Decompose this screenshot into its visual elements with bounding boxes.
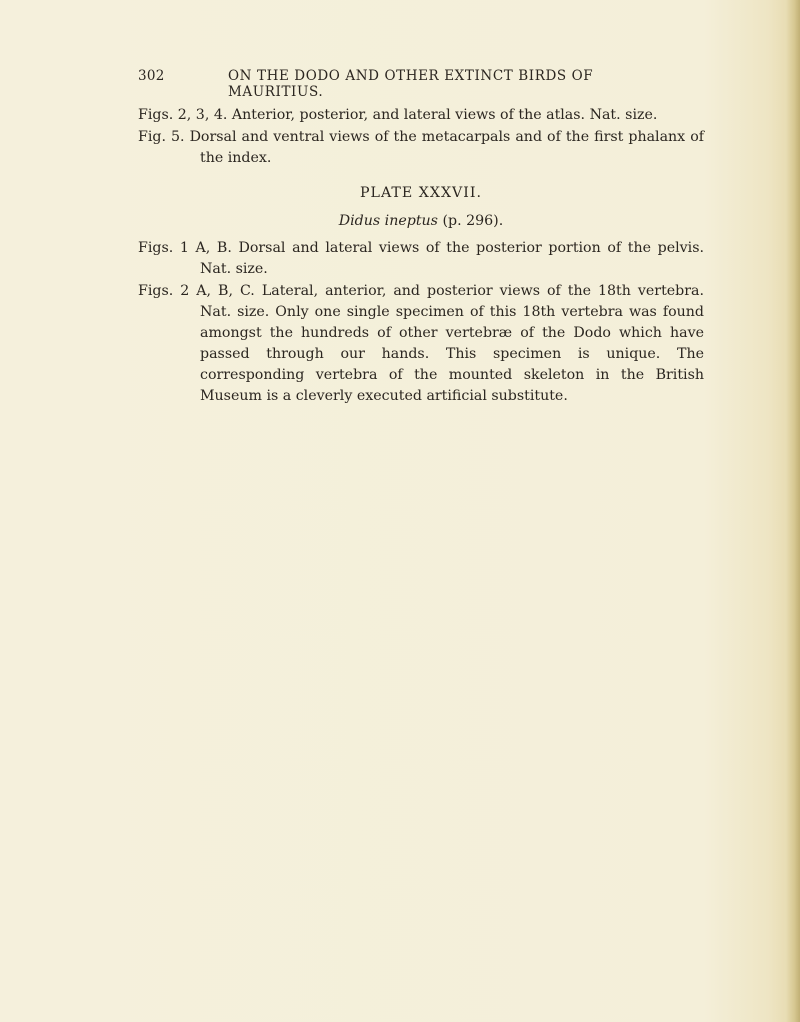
running-title: ON THE DODO AND OTHER EXTINCT BIRDS OF MAURITIUS.	[228, 68, 594, 100]
caption-text: Anterior, posterior, and lateral views of the atlas. Nat. size.	[231, 107, 658, 123]
caption-entry	[138, 105, 704, 126]
species-name: Didus ineptus	[338, 213, 438, 229]
running-head	[138, 68, 658, 100]
caption-entry	[138, 281, 704, 407]
page-number: 302	[138, 68, 165, 84]
figure-letters: A, B.	[195, 240, 232, 256]
species-page-ref: (p. 296).	[442, 213, 504, 229]
previous-plate-captions	[138, 105, 704, 170]
figure-label: Figs. 2, 3, 4.	[138, 107, 228, 123]
caption-text: Dorsal and lateral views of the posterior portion of the pelvis. Nat. size.	[200, 240, 704, 277]
plate-heading: PLATE XXXVII.	[359, 185, 483, 201]
plate-captions	[138, 238, 704, 408]
page-edge-shadow	[786, 0, 800, 1022]
caption-text: Dorsal and ventral views of the metacarpals and of the first phalanx of the index.	[189, 129, 704, 166]
caption-text: Lateral, anterior, and posterior views of the 18th vertebra. Nat. size. Only one single specimen of this 18th vertebra was found amongst the hundreds of other vertebræ of the Dodo which have passed through our hands. This specimen is unique. The corresponding vertebra of the mounted skeleton in the British Museum is a cleverly executed artificial substitute.	[200, 283, 705, 404]
species-line	[138, 213, 704, 229]
caption-entry	[138, 127, 704, 169]
figure-label: Fig. 5.	[138, 129, 185, 145]
figure-letters: A, B, C.	[196, 283, 255, 299]
caption-entry	[138, 238, 704, 280]
figure-label: Figs. 1	[138, 240, 189, 256]
figure-label: Figs. 2	[138, 283, 190, 299]
